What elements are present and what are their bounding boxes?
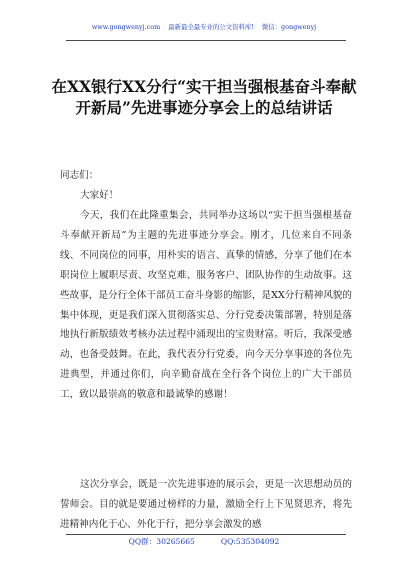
header-slogan: 最新最全最专业的公文资料库! [168,23,254,31]
footer-divider [66,534,346,535]
header-site-link[interactable]: www.gongwenyj.com [91,23,161,31]
body-paragraph: 这次分享会，既是一次先进事迹的展示会，更是一次思想动员的誓师会。目的就是要通过榜样的力量，激励全行上下见贤思齐，将先进精神内化于心、外化于行，把分享会激发的感 [60,479,352,530]
page-header [0,22,408,31]
greeting: 大家好！ [80,190,119,201]
document-title: 在XX银行XX分行“实干担当强根基奋斗奉献开新局”先进事迹分享会上的总结讲话 [51,77,357,117]
header-divider [66,40,346,41]
footer-qq-group: QQ群：30265665 [128,537,195,546]
salutation: 同志们： [60,170,99,181]
page-footer [0,536,408,547]
footer-qq: QQ:535304092 [220,537,280,546]
header-wechat: 微信：gongwenyj [261,23,317,31]
body-paragraph: 今天，我们在此隆重集会，共同举办这场以“实干担当强根基奋斗奉献开新局”为主题的先进事迹分享会。刚才，几位来自不同条线、不同岗位的同事，用朴实的语言、真挚的情感，分享了他们在本职岗位上履职尽责、攻坚克难、服务客户、团队协作的生动故事。这些故事，是分行全体干部员工奋斗身影的缩影，是XX分行精神风貌的集中体现，更是我们深入贯彻落实总、分行党委决策部署，特别是落地执行新版绩效考核办法过程中涌现出的宝贵财富。听后，我深受感动，也备受鼓舞。在此，我代表分行党委，向今天分享事迹的各位先进典型，并通过你们，向辛勤奋战在全行各个岗位上的广大干部员工，致以最崇高的敬意和最诚挚的感谢！ [60,210,352,401]
